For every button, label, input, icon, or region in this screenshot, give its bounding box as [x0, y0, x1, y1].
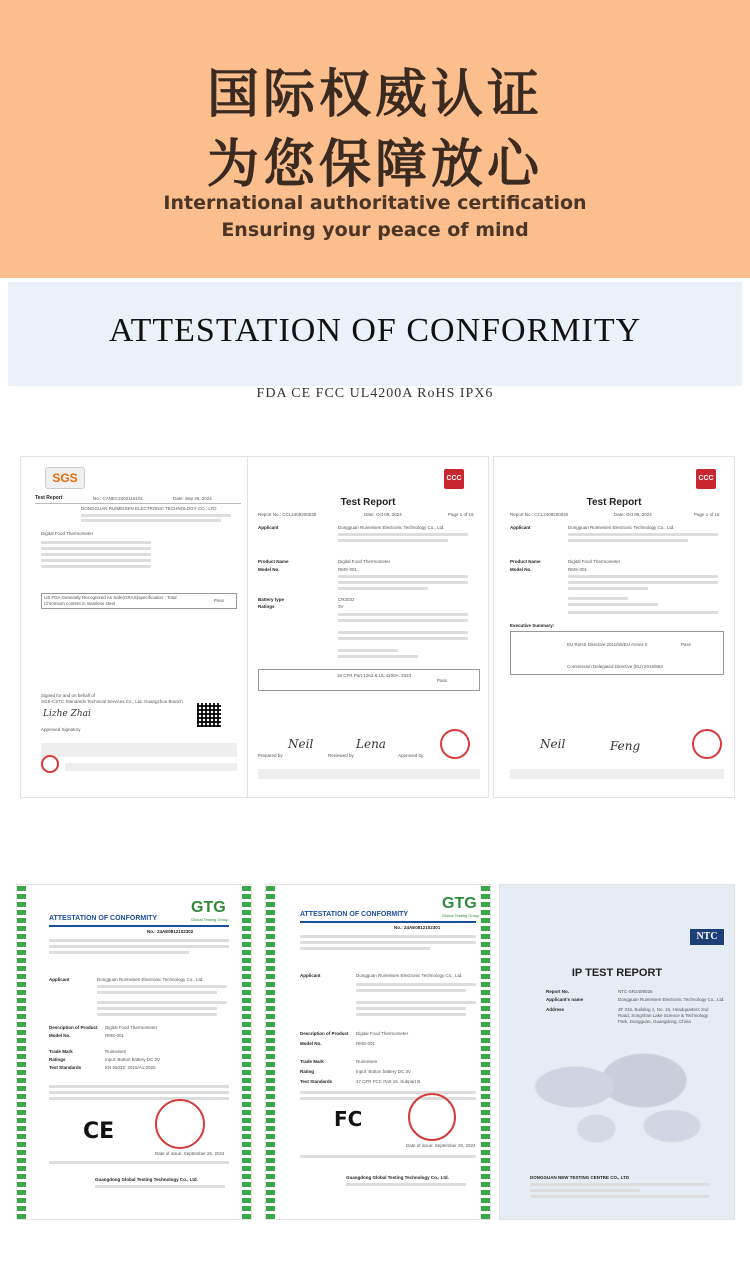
label: Applicant [49, 977, 70, 982]
label: Ratings [49, 1057, 66, 1062]
text-line [530, 1189, 640, 1192]
fine-print [258, 769, 480, 779]
sgs-report-date: Date: Sep 26, 2024 [173, 496, 212, 501]
text-line [568, 533, 718, 536]
green-stripe-border [242, 885, 251, 1219]
ccc2-applicant: Dongguan Ruimeisen Electronic Technology Co., Ltd. [568, 525, 675, 530]
text-line [49, 945, 229, 948]
gtg-ce-date: Date of issue: September 26, 2024 [155, 1151, 225, 1156]
green-stripe-border [17, 885, 26, 1219]
text-line [338, 575, 468, 578]
text-line [300, 935, 476, 938]
gtg-logo: GTG [191, 899, 226, 916]
text-line [49, 1085, 229, 1088]
text-line [81, 514, 231, 517]
ccc1-title: Test Report [340, 497, 396, 508]
label: Test Standards [49, 1065, 82, 1070]
gtg-fcc-no: No.: 24AE0812102301 [394, 925, 441, 930]
label: Model No. [258, 567, 280, 572]
fcc-mark-icon: FC [334, 1107, 363, 1131]
label: Model No. [300, 1041, 322, 1046]
ccc1-conclusion: Pass [437, 678, 448, 683]
ccc2-sig-prepared: Neil [540, 737, 566, 751]
sgs-client: DONGGUAN RUIMEISEN ELECTRONIC TECHNOLOGY CO., LTD [81, 506, 217, 511]
text-line [568, 603, 658, 606]
text-line [41, 553, 151, 556]
gtg-fcc-ratings: Input: Button battery DC 3V [356, 1069, 412, 1074]
text-line [356, 989, 466, 992]
text-line [568, 611, 718, 614]
text-line [49, 939, 229, 942]
ccc1-approved: Approved by [398, 753, 424, 758]
ccc2-standard1: EU RoHS Directive 2011/65/EU Annex II [567, 642, 648, 647]
sgs-sample: Digital Food Thermometer [41, 531, 94, 536]
hero-header [0, 0, 750, 278]
text-line [41, 565, 151, 568]
gtg-ce-company: Guangdong Global Testing Technology Co., Ltd. [95, 1177, 198, 1182]
text-line [568, 581, 718, 584]
text-line [97, 985, 227, 988]
sgs-report-no: No.: CANEC2402116101 [93, 496, 143, 501]
sgs-signed: Signed for and on behalf of [41, 693, 96, 698]
ccc1-date: Date: Oct 09, 2024 [364, 512, 402, 517]
sgs-test-report [20, 456, 252, 798]
title-cn-line1: 国际权威认证 [206, 65, 543, 125]
text-line [300, 1091, 476, 1094]
gtg-ce-heading: ATTESTATION OF CONFORMITY [49, 915, 158, 922]
ccc1-sig-reviewed: Lena [356, 737, 386, 751]
label: Description of Product [49, 1025, 98, 1030]
fine-print [41, 743, 237, 757]
ccc1-reviewed: Reviewed by [328, 753, 354, 758]
ccc1-product: Digital Food Thermometer [338, 559, 391, 564]
text-line [568, 575, 718, 578]
text-line [568, 587, 648, 590]
green-stripe-border [481, 885, 490, 1219]
gtg-fcc-product: Digital Food Thermometer [356, 1031, 409, 1036]
ccc2-product: Digital Food Thermometer [568, 559, 621, 564]
gtg-ce-product: Digital Food Thermometer [105, 1025, 158, 1030]
label: Trade Mark [49, 1049, 73, 1054]
text-line [97, 991, 217, 994]
text-line [97, 1001, 227, 1004]
label: Product Name [510, 559, 541, 564]
gtg-fcc-date: Date of issue: September 26, 2024 [406, 1143, 476, 1148]
text-line [300, 1097, 476, 1100]
label: Address [546, 1007, 565, 1012]
gtg-ce-applicant: Dongguan Ruimeisen Electronic Technology Co., Ltd. [97, 977, 204, 982]
label: Model No. [49, 1033, 71, 1038]
text-line [49, 1161, 229, 1164]
text-line [356, 1001, 476, 1004]
gtg-fcc-standards: 47 CFR FCC Part 15, Subpart B [356, 1079, 421, 1084]
label: Battery type [258, 597, 285, 602]
ccc2-result-table [510, 631, 724, 675]
ccc-test-report-2 [493, 456, 735, 798]
gtg-logo-sub: Global Testing Group [191, 917, 229, 922]
ccc2-conclusion: Pass [681, 642, 692, 647]
ccc1-prepared: Prepared by [258, 753, 283, 758]
red-seal-icon [155, 1099, 205, 1149]
text-line [338, 539, 448, 542]
text-line [338, 619, 468, 622]
sgs-signer-title: Approved Signatory [41, 727, 81, 732]
label: Applicant [258, 525, 279, 530]
fine-print [65, 763, 237, 771]
green-stripe-border [266, 885, 275, 1219]
text-line [338, 533, 468, 536]
text-line [568, 597, 628, 600]
gtg-ce-trademark: Ruimeisen [105, 1049, 127, 1054]
gtg-ce-no: No.: 24AE0812102302 [147, 929, 194, 934]
ntc-title: IP TEST REPORT [571, 967, 663, 979]
attestation-banner [8, 282, 742, 386]
text-line [356, 1007, 466, 1010]
title-en-line2: Ensuring your peace of mind [221, 219, 529, 241]
sgs-signature: Lizhe Zhai [43, 709, 91, 719]
ccc1-battery: CR2032 [338, 597, 355, 602]
ccc1-sig-prepared: Neil [288, 737, 314, 751]
ccc2-report-no: Report No.: CCL2409200040 [510, 512, 569, 517]
ntc-address: 3F 315, Building 1, No. 15, Headquarters 2nd Road, Songshan Lake Science & Technology Park, Dongguan, Guangdong, China [618, 1007, 709, 1024]
sgs-logo: SGS [45, 467, 85, 489]
text-line [346, 1183, 466, 1186]
gtg-logo: GTG [442, 895, 477, 912]
red-seal-icon [41, 755, 59, 773]
qr-code [197, 703, 221, 727]
label: Trade Mark [300, 1059, 324, 1064]
text-line [49, 951, 189, 954]
ccc1-applicant: Dongguan Ruimeisen Electronic Technology Co., Ltd. [338, 525, 445, 530]
gtg-fcc-model: RMS-001 [356, 1041, 376, 1046]
ntc-company: DONGGUAN NEW TESTING CENTRE CO., LTD [530, 1175, 630, 1180]
divider [35, 503, 241, 504]
world-map-watermark [510, 1035, 726, 1165]
ccc1-ratings: 3V [338, 604, 344, 609]
sgs-requirement-table [41, 593, 237, 609]
label: Product Name [258, 559, 289, 564]
gtg-fcc-attestation [265, 884, 491, 1220]
ccc2-standard2: Commission Delegated Directive (EU) 2015/863 [567, 664, 663, 669]
sgs-conclusion: Pass [214, 598, 225, 603]
ccc2-date: Date: Oct 09, 2024 [614, 512, 652, 517]
text-line [300, 941, 476, 944]
label: Description of Product [300, 1031, 349, 1036]
text-line [300, 1155, 476, 1158]
sgs-requirement: US FDA Generally Recognized As Safe(GRAS)specification - Total Chromium content in stainless steel [44, 595, 177, 606]
ccc2-summary: Executive Summary: [510, 623, 555, 628]
ccc1-result-table [258, 669, 480, 691]
text-line [530, 1183, 710, 1186]
banner-title: ATTESTATION OF CONFORMITY [108, 312, 642, 349]
label: Test Standards [300, 1079, 333, 1084]
text-line [338, 587, 428, 590]
text-line [97, 1013, 217, 1016]
text-line [338, 655, 418, 658]
ce-mark-icon: CE [83, 1119, 115, 1144]
title-cn-line2: 为您保障放心 [206, 135, 543, 195]
label: Model No. [510, 567, 532, 572]
text-line [300, 947, 430, 950]
gtg-logo-sub: Global Testing Group [442, 913, 480, 918]
sgs-report-label: Test Report [35, 495, 63, 501]
ccc1-page: Page 1 of 16 [448, 512, 474, 517]
gtg-fcc-heading: ATTESTATION OF CONFORMITY [300, 911, 409, 918]
label: Ratings [258, 604, 275, 609]
ccc2-model: RMS-001 [568, 567, 588, 572]
ccc-test-report-1 [247, 456, 489, 798]
ntc-report-no: NTC-SR2409026 [618, 989, 653, 994]
ccc1-standard: 16 CFR Part 1263 & UL 4200A: 2023 [337, 673, 412, 678]
text-line [49, 1097, 229, 1100]
text-line [338, 613, 468, 616]
text-line [356, 1013, 466, 1016]
ntc-ip-test-report [499, 884, 735, 1220]
text-line [338, 581, 468, 584]
label: Applicant [510, 525, 531, 530]
text-line [95, 1185, 225, 1188]
divider [49, 925, 229, 927]
ccc2-sig-reviewed: Feng [610, 739, 641, 753]
ccc2-page: Page 1 of 16 [694, 512, 720, 517]
gtg-fcc-applicant: Dongguan Ruimeisen Electronic Technology Co., Ltd. [356, 973, 463, 978]
text-line [81, 519, 221, 522]
gtg-ce-standards: EN 55032: 2015/A1:2020 [105, 1065, 156, 1070]
text-line [338, 649, 398, 652]
sgs-lab: SGS-CSTC Standards Technical Services Co., Ltd. Guangzhou Branch [41, 699, 183, 704]
ntc-applicant: Dongguan Ruimeisen Electronic Technology Co., Ltd. [618, 997, 725, 1002]
ccc1-model: RMS-001 [338, 567, 358, 572]
gtg-ce-attestation [16, 884, 252, 1220]
fine-print [510, 769, 724, 779]
label: Rating [300, 1069, 314, 1074]
red-seal-icon [692, 729, 722, 759]
gtg-fcc-trademark: Ruimeisen [356, 1059, 378, 1064]
gtg-ce-model: RMS-001 [105, 1033, 125, 1038]
ccc-logo-icon: CCC [444, 469, 464, 489]
gtg-fcc-company: Guangdong Global Testing Technology Co., Ltd. [346, 1175, 449, 1180]
text-line [49, 1091, 229, 1094]
label: Report No. [546, 989, 569, 994]
text-line [530, 1195, 710, 1198]
text-line [41, 547, 151, 550]
ccc-logo-icon: CCC [696, 469, 716, 489]
text-line [41, 541, 151, 544]
label: Applicant [300, 973, 321, 978]
ntc-logo: NTC [690, 929, 724, 945]
ccc2-title: Test Report [586, 497, 642, 508]
text-line [338, 637, 468, 640]
text-line [356, 983, 476, 986]
gtg-ce-ratings: Input: Button battery DC 3V [105, 1057, 161, 1062]
label: Applicant's name [546, 997, 584, 1002]
title-en-line1: International authoritative certification [163, 192, 587, 214]
red-seal-icon [440, 729, 470, 759]
standards-list: FDA CE FCC UL4200A RoHS IPX6 [256, 386, 494, 401]
text-line [568, 539, 688, 542]
text-line [97, 1007, 217, 1010]
divider [300, 921, 476, 923]
ccc1-report-no: Report No.: CCL2409200030 [258, 512, 317, 517]
text-line [338, 631, 468, 634]
text-line [41, 559, 151, 562]
red-seal-icon [408, 1093, 456, 1141]
